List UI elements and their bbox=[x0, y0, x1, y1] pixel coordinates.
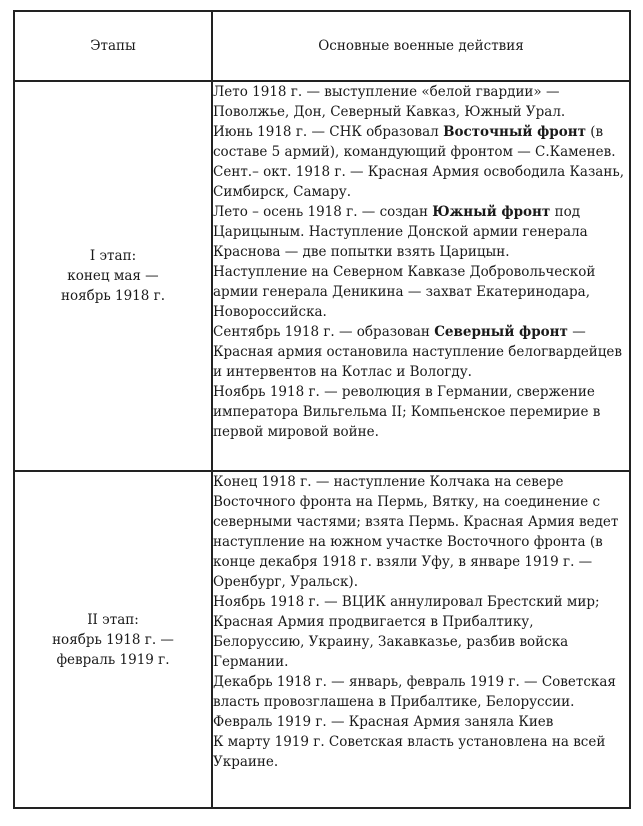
event-paragraph bbox=[213, 82, 629, 122]
header-stage: Этапы bbox=[14, 11, 212, 81]
stage-line: ноябрь 1918 г. — bbox=[52, 631, 174, 648]
stage-cell bbox=[14, 471, 212, 808]
event-text: К марту 1919 г. Советская власть установлена на всей Украине. bbox=[213, 734, 606, 770]
event-text: Ноябрь 1918 г. — революция в Германии, свержение императора Вильгельма II; Компьенское перемирие в первой мировой войне. bbox=[213, 384, 601, 440]
event-text: Лето – осень 1918 г. — создан bbox=[213, 204, 433, 220]
event-text: (в составе 5 армий), командующий фронтом — С.Каменев. bbox=[213, 124, 616, 160]
event-text: Лето 1918 г. — выступление «белой гвардии» — Поволжье, Дон, Северный Кавказ, Южный Урал. bbox=[213, 84, 566, 120]
stage-line: I этап: bbox=[89, 248, 137, 264]
event-text: Конец 1918 г. — наступление Колчака на севере Восточного фронта на Пермь, Вятку, на соединение с северными частями; взята Пермь. Красная Армия ведет наступление на южном участке Восточного фронта (в конце декабря 1918 г. взяли Уфу, в январе 1919 г. — Оренбург, Уральск). bbox=[213, 474, 619, 590]
event-text: Сентябрь 1918 г. — образован bbox=[213, 324, 435, 340]
front-name: Северный фронт bbox=[434, 324, 568, 340]
event-paragraph bbox=[213, 322, 629, 382]
event-paragraph bbox=[213, 592, 629, 672]
table-row bbox=[14, 81, 630, 471]
event-text: Февраль 1919 г. — Красная Армия заняла Киев bbox=[213, 714, 554, 730]
event-paragraph bbox=[213, 472, 629, 592]
event-text: — Красная армия остановила наступление белогвардейцев и интервентов на Котлас и Вологду. bbox=[213, 324, 623, 380]
event-text: Наступление на Северном Кавказе Добровольческой армии генерала Деникина — захват Екатеринодара, Новороссийска. bbox=[213, 264, 596, 320]
event-text: Ноябрь 1918 г. — ВЦИК аннулировал Брестский мир; Красная Армия продвигается в Прибалтику, Белоруссию, Украину, Закавказье, разбив войска Германии. bbox=[213, 594, 600, 670]
event-paragraph bbox=[213, 262, 629, 322]
stage-line: конец мая — bbox=[67, 268, 159, 284]
event-paragraph bbox=[213, 202, 629, 262]
stage-line: февраль 1919 г. bbox=[56, 651, 170, 668]
event-paragraph bbox=[213, 162, 629, 202]
event-paragraph bbox=[213, 122, 629, 162]
stages-table bbox=[13, 10, 631, 809]
header-row bbox=[14, 11, 630, 81]
event-text: Декабрь 1918 г. — январь, февраль 1919 г. — Советская власть провозглашена в Прибалтике, Белоруссии. bbox=[213, 674, 616, 710]
front-name: Восточный фронт bbox=[443, 124, 586, 140]
event-paragraph bbox=[213, 712, 629, 732]
events-cell bbox=[212, 81, 630, 471]
stage-line: II этап: bbox=[87, 611, 139, 628]
stage-cell bbox=[14, 81, 212, 471]
stage-line: ноябрь 1918 г. bbox=[60, 288, 166, 304]
event-text: Сент.– окт. 1918 г. — Красная Армия освободила Казань, Симбирск, Самару. bbox=[213, 164, 624, 200]
event-paragraph bbox=[213, 672, 629, 712]
front-name: Южный фронт bbox=[432, 204, 551, 220]
table-row bbox=[14, 471, 630, 808]
event-paragraph bbox=[213, 732, 629, 772]
header-events: Основные военные действия bbox=[212, 11, 630, 81]
event-paragraph bbox=[213, 382, 629, 442]
events-cell bbox=[212, 471, 630, 808]
event-text: под Царицыным. Наступление Донской армии генерала Краснова — две попытки взять Царицын. bbox=[213, 204, 588, 260]
event-text: Июнь 1918 г. — СНК образовал bbox=[213, 124, 444, 140]
